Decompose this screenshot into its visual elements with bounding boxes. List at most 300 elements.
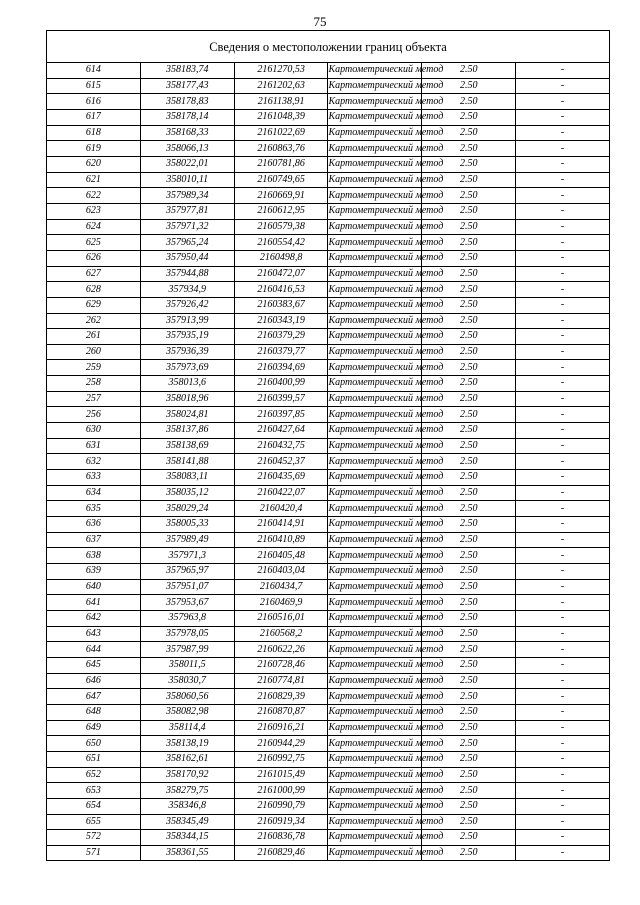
x-coordinate-cell: 358344,15 <box>140 830 234 846</box>
table-row <box>47 517 610 533</box>
precision-cell: 2.50 <box>422 360 516 376</box>
x-coordinate-cell: 358178,83 <box>140 94 234 110</box>
point-number-cell: 654 <box>47 798 141 814</box>
description-cell: - <box>516 720 610 736</box>
precision-cell: 2.50 <box>422 485 516 501</box>
y-coordinate-cell: 2160990,79 <box>234 798 328 814</box>
table-row <box>47 532 610 548</box>
table-row <box>47 454 610 470</box>
table-row <box>47 344 610 360</box>
table-row <box>47 673 610 689</box>
y-coordinate-cell: 2160434,7 <box>234 579 328 595</box>
x-coordinate-cell: 357987,99 <box>140 642 234 658</box>
method-cell: Картометрический метод <box>328 579 422 595</box>
description-cell: - <box>516 532 610 548</box>
point-number-cell: 625 <box>47 235 141 251</box>
method-cell: Картометрический метод <box>328 501 422 517</box>
table-row <box>47 736 610 752</box>
precision-cell: 2.50 <box>422 109 516 125</box>
table-row <box>47 94 610 110</box>
method-cell: Картометрический метод <box>328 783 422 799</box>
description-cell: - <box>516 517 610 533</box>
method-cell: Картометрический метод <box>328 78 422 94</box>
x-coordinate-cell: 357989,49 <box>140 532 234 548</box>
y-coordinate-cell: 2160405,48 <box>234 548 328 564</box>
table-row <box>47 125 610 141</box>
point-number-cell: 627 <box>47 266 141 282</box>
point-number-cell: 262 <box>47 313 141 329</box>
precision-cell: 2.50 <box>422 532 516 548</box>
description-cell: - <box>516 657 610 673</box>
x-coordinate-cell: 358005,33 <box>140 517 234 533</box>
description-cell: - <box>516 579 610 595</box>
description-cell: - <box>516 188 610 204</box>
method-cell: Картометрический метод <box>328 188 422 204</box>
table-row <box>47 235 610 251</box>
table-row <box>47 657 610 673</box>
y-coordinate-cell: 2160472,07 <box>234 266 328 282</box>
method-cell: Картометрический метод <box>328 172 422 188</box>
precision-cell: 2.50 <box>422 141 516 157</box>
precision-cell: 2.50 <box>422 344 516 360</box>
x-coordinate-cell: 358030,7 <box>140 673 234 689</box>
y-coordinate-cell: 2160394,69 <box>234 360 328 376</box>
precision-cell: 2.50 <box>422 78 516 94</box>
precision-cell: 2.50 <box>422 235 516 251</box>
description-cell: - <box>516 78 610 94</box>
y-coordinate-cell: 2161022,69 <box>234 125 328 141</box>
method-cell: Картометрический метод <box>328 751 422 767</box>
table-row <box>47 423 610 439</box>
table-row <box>47 188 610 204</box>
table-row <box>47 485 610 501</box>
precision-cell: 2.50 <box>422 579 516 595</box>
description-cell: - <box>516 673 610 689</box>
y-coordinate-cell: 2160554,42 <box>234 235 328 251</box>
precision-cell: 2.50 <box>422 282 516 298</box>
method-cell: Картометрический метод <box>328 109 422 125</box>
x-coordinate-cell: 357950,44 <box>140 250 234 266</box>
description-cell: - <box>516 376 610 392</box>
y-coordinate-cell: 2160427,64 <box>234 423 328 439</box>
point-number-cell: 258 <box>47 376 141 392</box>
point-number-cell: 623 <box>47 203 141 219</box>
description-cell: - <box>516 501 610 517</box>
x-coordinate-cell: 358141,88 <box>140 454 234 470</box>
description-cell: - <box>516 626 610 642</box>
description-cell: - <box>516 407 610 423</box>
point-number-cell: 632 <box>47 454 141 470</box>
table-row <box>47 63 610 79</box>
point-number-cell: 655 <box>47 814 141 830</box>
point-number-cell: 615 <box>47 78 141 94</box>
point-number-cell: 644 <box>47 642 141 658</box>
table-row <box>47 391 610 407</box>
y-coordinate-cell: 2160399,57 <box>234 391 328 407</box>
description-cell: - <box>516 141 610 157</box>
y-coordinate-cell: 2160420,4 <box>234 501 328 517</box>
x-coordinate-cell: 358361,55 <box>140 845 234 861</box>
precision-cell: 2.50 <box>422 517 516 533</box>
description-cell: - <box>516 125 610 141</box>
point-number-cell: 652 <box>47 767 141 783</box>
method-cell: Картометрический метод <box>328 548 422 564</box>
method-cell: Картометрический метод <box>328 423 422 439</box>
precision-cell: 2.50 <box>422 689 516 705</box>
y-coordinate-cell: 2161138,91 <box>234 94 328 110</box>
y-coordinate-cell: 2160516,01 <box>234 610 328 626</box>
x-coordinate-cell: 358177,43 <box>140 78 234 94</box>
precision-cell: 2.50 <box>422 814 516 830</box>
table-row <box>47 266 610 282</box>
precision-cell: 2.50 <box>422 391 516 407</box>
precision-cell: 2.50 <box>422 610 516 626</box>
x-coordinate-cell: 357971,3 <box>140 548 234 564</box>
precision-cell: 2.50 <box>422 564 516 580</box>
description-cell: - <box>516 704 610 720</box>
y-coordinate-cell: 2160379,77 <box>234 344 328 360</box>
point-number-cell: 635 <box>47 501 141 517</box>
y-coordinate-cell: 2160498,8 <box>234 250 328 266</box>
y-coordinate-cell: 2160432,75 <box>234 438 328 454</box>
precision-cell: 2.50 <box>422 470 516 486</box>
y-coordinate-cell: 2160568,2 <box>234 626 328 642</box>
y-coordinate-cell: 2160728,46 <box>234 657 328 673</box>
table-row <box>47 407 610 423</box>
y-coordinate-cell: 2160400,99 <box>234 376 328 392</box>
x-coordinate-cell: 358022,01 <box>140 156 234 172</box>
description-cell: - <box>516 313 610 329</box>
y-coordinate-cell: 2161000,99 <box>234 783 328 799</box>
point-number-cell: 257 <box>47 391 141 407</box>
y-coordinate-cell: 2161202,63 <box>234 78 328 94</box>
table-row <box>47 595 610 611</box>
table-row <box>47 798 610 814</box>
table-row <box>47 470 610 486</box>
x-coordinate-cell: 357926,42 <box>140 297 234 313</box>
y-coordinate-cell: 2160414,91 <box>234 517 328 533</box>
description-cell: - <box>516 423 610 439</box>
description-cell: - <box>516 595 610 611</box>
method-cell: Картометрический метод <box>328 250 422 266</box>
y-coordinate-cell: 2160944,29 <box>234 736 328 752</box>
table-row <box>47 626 610 642</box>
boundary-coordinates-table <box>46 30 610 861</box>
description-cell: - <box>516 156 610 172</box>
point-number-cell: 614 <box>47 63 141 79</box>
description-cell: - <box>516 109 610 125</box>
method-cell: Картометрический метод <box>328 282 422 298</box>
point-number-cell: 633 <box>47 470 141 486</box>
point-number-cell: 651 <box>47 751 141 767</box>
description-cell: - <box>516 454 610 470</box>
method-cell: Картометрический метод <box>328 313 422 329</box>
x-coordinate-cell: 358162,61 <box>140 751 234 767</box>
precision-cell: 2.50 <box>422 454 516 470</box>
table-row <box>47 329 610 345</box>
description-cell: - <box>516 830 610 846</box>
point-number-cell: 617 <box>47 109 141 125</box>
y-coordinate-cell: 2160579,38 <box>234 219 328 235</box>
point-number-cell: 645 <box>47 657 141 673</box>
x-coordinate-cell: 358029,24 <box>140 501 234 517</box>
table-row <box>47 720 610 736</box>
x-coordinate-cell: 357971,32 <box>140 219 234 235</box>
precision-cell: 2.50 <box>422 501 516 517</box>
x-coordinate-cell: 358083,11 <box>140 470 234 486</box>
method-cell: Картометрический метод <box>328 407 422 423</box>
table-row <box>47 501 610 517</box>
y-coordinate-cell: 2160435,69 <box>234 470 328 486</box>
x-coordinate-cell: 358011,5 <box>140 657 234 673</box>
x-coordinate-cell: 357989,34 <box>140 188 234 204</box>
table-row <box>47 830 610 846</box>
point-number-cell: 618 <box>47 125 141 141</box>
y-coordinate-cell: 2161015,49 <box>234 767 328 783</box>
method-cell: Картометрический метод <box>328 814 422 830</box>
precision-cell: 2.50 <box>422 407 516 423</box>
description-cell: - <box>516 689 610 705</box>
method-cell: Картометрический метод <box>328 329 422 345</box>
precision-cell: 2.50 <box>422 156 516 172</box>
x-coordinate-cell: 358279,75 <box>140 783 234 799</box>
x-coordinate-cell: 357977,81 <box>140 203 234 219</box>
method-cell: Картометрический метод <box>328 657 422 673</box>
precision-cell: 2.50 <box>422 297 516 313</box>
x-coordinate-cell: 357936,39 <box>140 344 234 360</box>
table-row <box>47 109 610 125</box>
method-cell: Картометрический метод <box>328 704 422 720</box>
x-coordinate-cell: 358024,81 <box>140 407 234 423</box>
point-number-cell: 636 <box>47 517 141 533</box>
table-row <box>47 78 610 94</box>
x-coordinate-cell: 357951,07 <box>140 579 234 595</box>
precision-cell: 2.50 <box>422 313 516 329</box>
x-coordinate-cell: 357978,05 <box>140 626 234 642</box>
point-number-cell: 641 <box>47 595 141 611</box>
y-coordinate-cell: 2160403,04 <box>234 564 328 580</box>
y-coordinate-cell: 2160836,78 <box>234 830 328 846</box>
method-cell: Картометрический метод <box>328 517 422 533</box>
precision-cell: 2.50 <box>422 219 516 235</box>
method-cell: Картометрический метод <box>328 391 422 407</box>
precision-cell: 2.50 <box>422 845 516 861</box>
method-cell: Картометрический метод <box>328 798 422 814</box>
precision-cell: 2.50 <box>422 94 516 110</box>
method-cell: Картометрический метод <box>328 360 422 376</box>
point-number-cell: 647 <box>47 689 141 705</box>
point-number-cell: 626 <box>47 250 141 266</box>
precision-cell: 2.50 <box>422 642 516 658</box>
y-coordinate-cell: 2160397,85 <box>234 407 328 423</box>
x-coordinate-cell: 358178,14 <box>140 109 234 125</box>
table-row <box>47 219 610 235</box>
description-cell: - <box>516 564 610 580</box>
point-number-cell: 620 <box>47 156 141 172</box>
y-coordinate-cell: 2160919,34 <box>234 814 328 830</box>
table-row <box>47 250 610 266</box>
x-coordinate-cell: 358035,12 <box>140 485 234 501</box>
y-coordinate-cell: 2160774,81 <box>234 673 328 689</box>
y-coordinate-cell: 2160416,53 <box>234 282 328 298</box>
y-coordinate-cell: 2160781,86 <box>234 156 328 172</box>
method-cell: Картометрический метод <box>328 219 422 235</box>
method-cell: Картометрический метод <box>328 689 422 705</box>
description-cell: - <box>516 845 610 861</box>
method-cell: Картометрический метод <box>328 736 422 752</box>
y-coordinate-cell: 2160870,87 <box>234 704 328 720</box>
precision-cell: 2.50 <box>422 329 516 345</box>
table-row <box>47 704 610 720</box>
table-title-row <box>47 31 610 63</box>
point-number-cell: 571 <box>47 845 141 861</box>
precision-cell: 2.50 <box>422 720 516 736</box>
x-coordinate-cell: 358018,96 <box>140 391 234 407</box>
table-row <box>47 845 610 861</box>
precision-cell: 2.50 <box>422 438 516 454</box>
point-number-cell: 631 <box>47 438 141 454</box>
point-number-cell: 261 <box>47 329 141 345</box>
x-coordinate-cell: 358082,98 <box>140 704 234 720</box>
table-row <box>47 282 610 298</box>
precision-cell: 2.50 <box>422 626 516 642</box>
method-cell: Картометрический метод <box>328 376 422 392</box>
y-coordinate-cell: 2160622,26 <box>234 642 328 658</box>
method-cell: Картометрический метод <box>328 141 422 157</box>
description-cell: - <box>516 783 610 799</box>
y-coordinate-cell: 2160469,9 <box>234 595 328 611</box>
y-coordinate-cell: 2160343,19 <box>234 313 328 329</box>
x-coordinate-cell: 357973,69 <box>140 360 234 376</box>
x-coordinate-cell: 357944,88 <box>140 266 234 282</box>
y-coordinate-cell: 2160669,91 <box>234 188 328 204</box>
precision-cell: 2.50 <box>422 376 516 392</box>
point-number-cell: 650 <box>47 736 141 752</box>
description-cell: - <box>516 329 610 345</box>
table-row <box>47 172 610 188</box>
y-coordinate-cell: 2160383,67 <box>234 297 328 313</box>
point-number-cell: 630 <box>47 423 141 439</box>
description-cell: - <box>516 172 610 188</box>
description-cell: - <box>516 470 610 486</box>
point-number-cell: 259 <box>47 360 141 376</box>
precision-cell: 2.50 <box>422 63 516 79</box>
page-number: 75 <box>313 14 327 29</box>
method-cell: Картометрический метод <box>328 767 422 783</box>
precision-cell: 2.50 <box>422 783 516 799</box>
point-number-cell: 624 <box>47 219 141 235</box>
table-row <box>47 564 610 580</box>
description-cell: - <box>516 548 610 564</box>
description-cell: - <box>516 736 610 752</box>
x-coordinate-cell: 357963,8 <box>140 610 234 626</box>
precision-cell: 2.50 <box>422 798 516 814</box>
point-number-cell: 622 <box>47 188 141 204</box>
x-coordinate-cell: 358114,4 <box>140 720 234 736</box>
method-cell: Картометрический метод <box>328 626 422 642</box>
table-row <box>47 579 610 595</box>
description-cell: - <box>516 610 610 626</box>
x-coordinate-cell: 358013,6 <box>140 376 234 392</box>
description-cell: - <box>516 642 610 658</box>
x-coordinate-cell: 357935,19 <box>140 329 234 345</box>
point-number-cell: 572 <box>47 830 141 846</box>
table-row <box>47 313 610 329</box>
point-number-cell: 640 <box>47 579 141 595</box>
method-cell: Картометрический метод <box>328 564 422 580</box>
description-cell: - <box>516 814 610 830</box>
table-row <box>47 203 610 219</box>
table-row <box>47 642 610 658</box>
x-coordinate-cell: 357953,67 <box>140 595 234 611</box>
method-cell: Картометрический метод <box>328 485 422 501</box>
method-cell: Картометрический метод <box>328 470 422 486</box>
method-cell: Картометрический метод <box>328 610 422 626</box>
description-cell: - <box>516 94 610 110</box>
description-cell: - <box>516 282 610 298</box>
y-coordinate-cell: 2160452,37 <box>234 454 328 470</box>
description-cell: - <box>516 344 610 360</box>
method-cell: Картометрический метод <box>328 266 422 282</box>
table-row <box>47 297 610 313</box>
y-coordinate-cell: 2160829,46 <box>234 845 328 861</box>
point-number-cell: 646 <box>47 673 141 689</box>
point-number-cell: 260 <box>47 344 141 360</box>
method-cell: Картометрический метод <box>328 344 422 360</box>
point-number-cell: 638 <box>47 548 141 564</box>
method-cell: Картометрический метод <box>328 203 422 219</box>
description-cell: - <box>516 203 610 219</box>
table-row <box>47 610 610 626</box>
x-coordinate-cell: 358138,19 <box>140 736 234 752</box>
description-cell: - <box>516 360 610 376</box>
y-coordinate-cell: 2160749,65 <box>234 172 328 188</box>
x-coordinate-cell: 358168,33 <box>140 125 234 141</box>
method-cell: Картометрический метод <box>328 438 422 454</box>
method-cell: Картометрический метод <box>328 235 422 251</box>
precision-cell: 2.50 <box>422 767 516 783</box>
precision-cell: 2.50 <box>422 736 516 752</box>
point-number-cell: 628 <box>47 282 141 298</box>
description-cell: - <box>516 767 610 783</box>
method-cell: Картометрический метод <box>328 532 422 548</box>
precision-cell: 2.50 <box>422 751 516 767</box>
description-cell: - <box>516 485 610 501</box>
x-coordinate-cell: 358060,56 <box>140 689 234 705</box>
method-cell: Картометрический метод <box>328 94 422 110</box>
x-coordinate-cell: 358345,49 <box>140 814 234 830</box>
precision-cell: 2.50 <box>422 172 516 188</box>
description-cell: - <box>516 297 610 313</box>
method-cell: Картометрический метод <box>328 63 422 79</box>
table-row <box>47 156 610 172</box>
point-number-cell: 642 <box>47 610 141 626</box>
table-body <box>47 63 610 861</box>
description-cell: - <box>516 63 610 79</box>
description-cell: - <box>516 798 610 814</box>
table-row <box>47 141 610 157</box>
point-number-cell: 634 <box>47 485 141 501</box>
precision-cell: 2.50 <box>422 250 516 266</box>
x-coordinate-cell: 358066,13 <box>140 141 234 157</box>
y-coordinate-cell: 2160863,76 <box>234 141 328 157</box>
x-coordinate-cell: 357913,99 <box>140 313 234 329</box>
point-number-cell: 256 <box>47 407 141 423</box>
description-cell: - <box>516 438 610 454</box>
table-row <box>47 689 610 705</box>
description-cell: - <box>516 250 610 266</box>
point-number-cell: 619 <box>47 141 141 157</box>
